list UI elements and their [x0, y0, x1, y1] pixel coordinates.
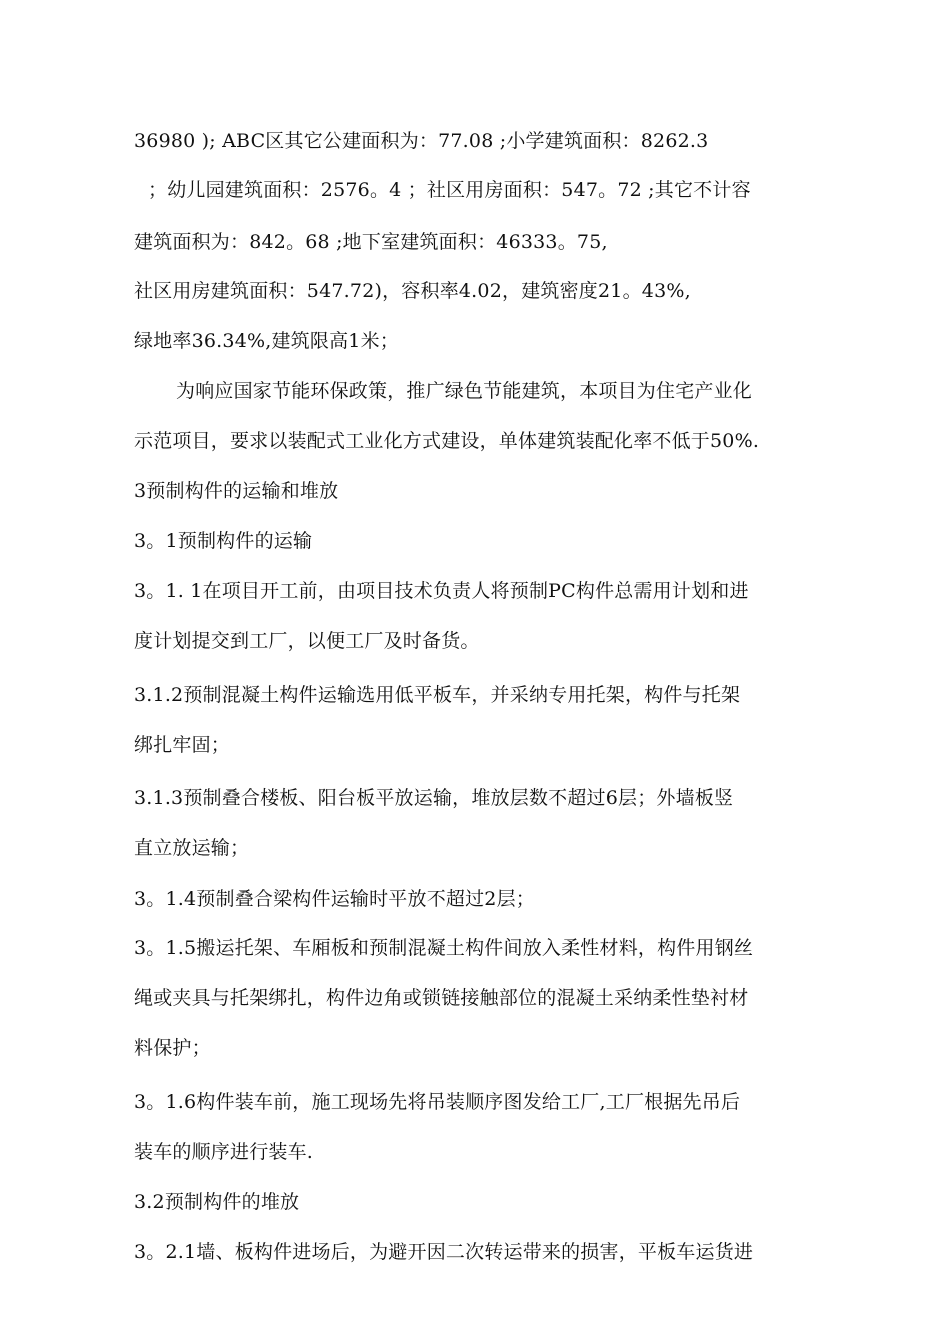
- item-3-1-1-line-2: 度计划提交到工厂，以便工厂及时备货。: [134, 630, 480, 652]
- item-3-2-1-line-1: 3。2.1墙、板构件进场后，为避开因二次转运带来的损害，平板车运货进: [134, 1241, 754, 1263]
- item-3-1-5-line-3: 料保护；: [134, 1037, 211, 1059]
- text-line-1: 36980 ); ABC区其它公建面积为：77.08 ;小学建筑面积：8262.3: [134, 130, 709, 152]
- section-heading-3-1: 3。1预制构件的运输: [134, 530, 313, 552]
- item-3-1-3-line-1: 3.1.3预制叠合楼板、阳台板平放运输，堆放层数不超过6层；外墙板竖: [134, 787, 734, 809]
- item-3-1-2-line-1: 3.1.2预制混凝土构件运输选用低平板车，并采纳专用托架，构件与托架: [134, 684, 741, 706]
- text-line-5: 绿地率36.34%,建筑限高1米；: [134, 330, 399, 352]
- item-3-1-2-line-2: 绑扎牢固；: [134, 734, 231, 756]
- item-3-1-3-line-2: 直立放运输；: [134, 837, 250, 859]
- section-heading-3: 3预制构件的运输和堆放: [134, 480, 339, 502]
- item-3-1-1-line-1: 3。1. 1在项目开工前，由项目技术负责人将预制PC构件总需用计划和进: [134, 580, 749, 602]
- text-line-2: ；幼儿园建筑面积：2576。4 ；社区用房面积：547。72 ;其它不计容: [148, 179, 751, 201]
- item-3-1-4: 3。1.4预制叠合梁构件运输时平放不超过2层；: [134, 888, 535, 910]
- paragraph-intro-line-2: 示范项目，要求以装配式工业化方式建设，单体建筑装配化率不低于50%.: [134, 430, 760, 452]
- section-heading-3-2: 3.2预制构件的堆放: [134, 1191, 300, 1213]
- text-line-3: 建筑面积为：842。68 ;地下室建筑面积：46333。75,: [134, 231, 608, 253]
- text-line-4: 社区用房建筑面积：547.72)，容积率4.02，建筑密度21。43%,: [134, 280, 691, 302]
- paragraph-intro-line-1: 为响应国家节能环保政策，推广绿色节能建筑，本项目为住宅产业化: [176, 380, 753, 402]
- item-3-1-5-line-2: 绳或夹具与托架绑扎，构件边角或锁链接触部位的混凝土采纳柔性垫衬材: [134, 987, 749, 1009]
- item-3-1-6-line-1: 3。1.6构件装车前，施工现场先将吊装顺序图发给工厂,工厂根据先吊后: [134, 1091, 741, 1113]
- item-3-1-5-line-1: 3。1.5搬运托架、车厢板和预制混凝土构件间放入柔性材料，构件用钢丝: [134, 937, 754, 959]
- item-3-1-6-line-2: 装车的顺序进行装车.: [134, 1141, 314, 1163]
